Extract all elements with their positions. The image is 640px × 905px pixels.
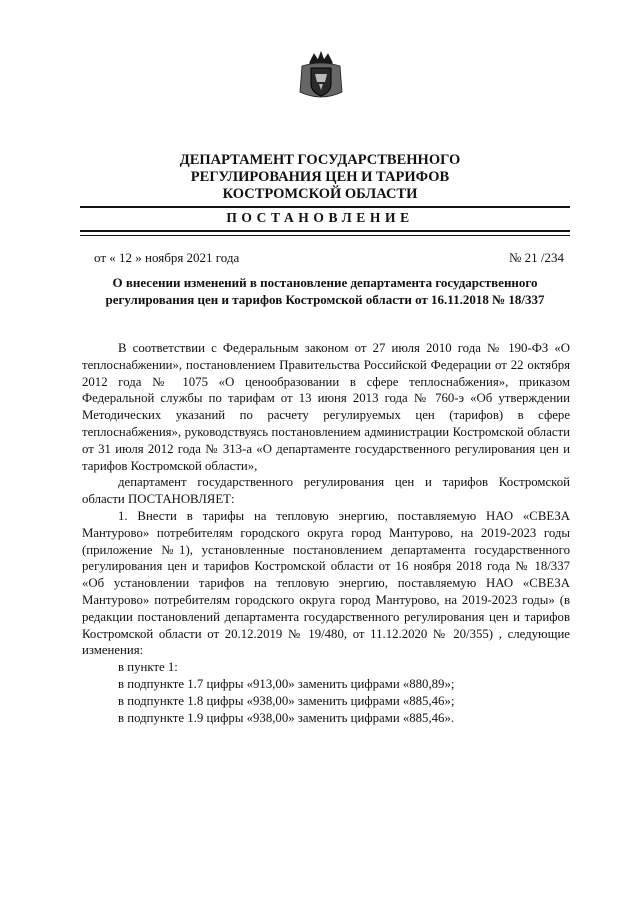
coat-of-arms-icon: [296, 50, 346, 102]
item-1-paragraph: 1. Внести в тарифы на тепловую энергию, поставляемую НАО «СВЕЗА Мантурово» потребителям городского округа город Мантурово, на 2019-2023 годы (приложение №1), установленные постановлением департамента государственного регулирования цен и тарифов Костромской области от 16 ноября 2018 года № 18/337 «Об установлении тарифов на тепловую энергию, поставляемую НАО «СВЕЗА Мантурово» потребителям городского округа город Мантурово, на 2019-2023 годы» (в редакции постановлений департамента государственного регулирования цен и тарифов Костромской области от 20.12.2019 № 19/480, от 11.12.2020 № 20/355) , следующие изменения:: [82, 508, 570, 658]
document-subject: [80, 274, 570, 308]
document-number: № 21 /234: [508, 250, 564, 265]
document-date: от « 12 » ноября 2021 года: [94, 250, 240, 265]
header-divider-top: [80, 206, 570, 208]
subject-line: О внесении изменений в постановление департамента государственного: [112, 275, 538, 290]
resolution-paragraph: департамент государственного регулирования цен и тарифов Костромской области ПОСТАНОВЛЯЕТ:: [82, 475, 570, 507]
department-line: КОСТРОМСКОЙ ОБЛАСТИ: [222, 186, 418, 202]
sub-item: в подпункте 1.8 цифры «938,00» заменить цифрами «885,46»;: [118, 693, 455, 708]
sub-intro: в пункте 1:: [118, 660, 178, 675]
document-body: [82, 340, 570, 726]
department-name: [0, 152, 640, 203]
header-divider-bottom: [80, 230, 570, 236]
preamble-paragraph: В соответствии с Федеральным законом от 27 июля 2010 года № 190-ФЗ «О теплоснабжении», постановлением Правительства Российской Федерации от 22 октября 2012 года № 1075 «О ценообразовании в сфере теплоснабжения», приказом Федеральной службы по тарифам от 13 июня 2013 года № 760-э «Об утверждении Методических указаний по расчету регулируемых цен (тарифов) в сфере теплоснабжения», руководствуясь постановлением администрации Костромской области от 31 июля 2012 года № 313-а «О департаменте государственного регулирования цен и тарифов Костромской области»,: [82, 341, 570, 473]
department-line: РЕГУЛИРОВАНИЯ ЦЕН И ТАРИФОВ: [190, 169, 450, 185]
department-line: ДЕПАРТАМЕНТ ГОСУДАРСТВЕННОГО: [179, 152, 461, 168]
document-type-title: ПОСТАНОВЛЕНИЕ: [226, 210, 414, 225]
sub-item: в подпункте 1.7 цифры «913,00» заменить цифрами «880,89»;: [118, 676, 455, 691]
subject-line: регулирования цен и тарифов Костромской области от 16.11.2018 № 18/337: [105, 292, 545, 307]
sub-item: в подпункте 1.9 цифры «938,00» заменить цифрами «885,46».: [118, 710, 455, 725]
